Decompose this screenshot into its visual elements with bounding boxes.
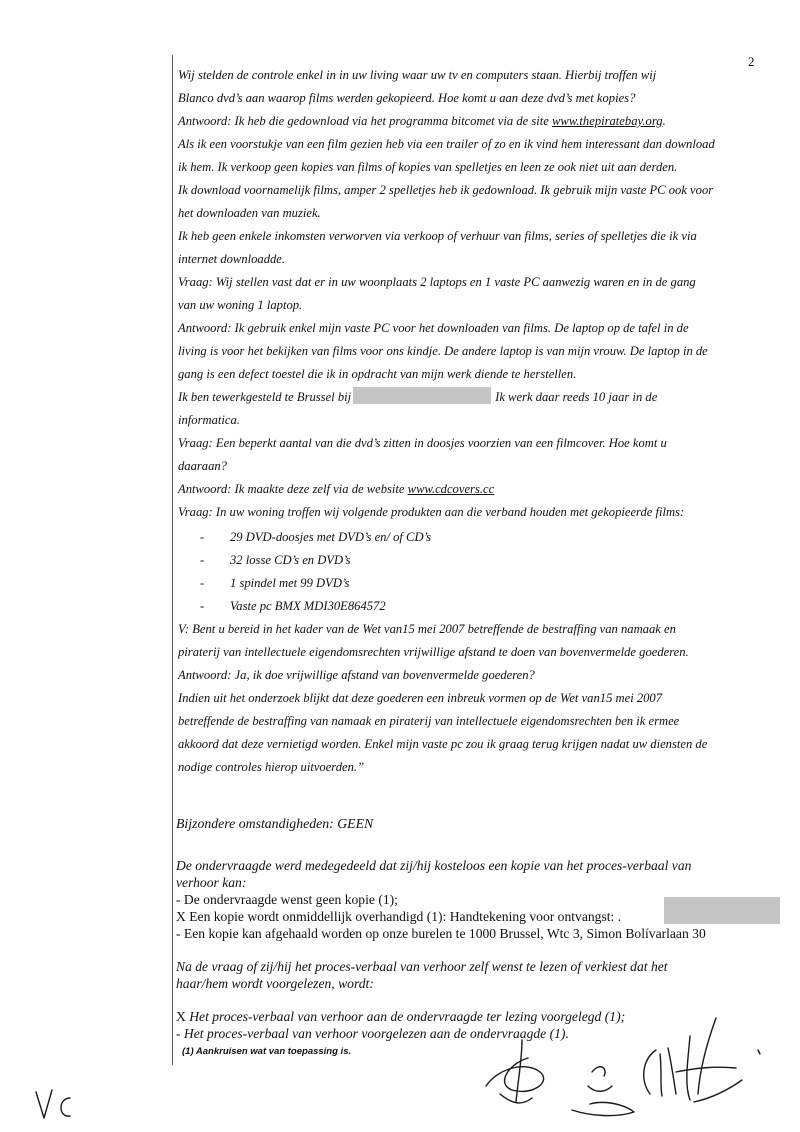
body-line: Vraag: Wij stellen vast dat er in uw woonplaats 2 laptops en 1 vaste PC aanwezig waren en in de gang: [178, 275, 696, 289]
body-line: Wij stelden de controle enkel in in uw living waar uw tv en computers staan. Hierbij troffen wij: [178, 68, 657, 82]
initials-signature: [36, 1090, 70, 1118]
body-line: V: Bent u bereid in het kader van de Wet van15 mei 2007 betreffende de bestraffing van namaak en: [178, 622, 676, 636]
checkbox-mark: X: [176, 1009, 186, 1024]
body-line: internet downloadde.: [178, 252, 286, 266]
list-item-text: 1 spindel met 99 DVD’s: [230, 576, 350, 590]
copy-option: - Een kopie kan afgehaald worden op onze burelen te 1000 Brussel, Wtc 3, Simon Bolívarlaan 30: [176, 926, 706, 941]
body-line: gang is een defect toestel die ik in opdracht van mijn werk diende te herstellen.: [178, 367, 577, 381]
body-line: Vraag: In uw woning troffen wij volgende produkten aan die verband houden met gekopieerde films:: [178, 505, 685, 519]
body-line: het downloaden van muziek.: [178, 206, 321, 220]
body-line: nodige controles hierop uitvoerden.”: [178, 760, 365, 774]
body-line-text: Ik ben tewerkgesteld te Brussel bij: [178, 390, 352, 404]
reading-option-text: Het proces-verbaal van verhoor aan de ondervraagde ter lezing voorgelegd (1);: [185, 1009, 626, 1024]
list-dash: -: [200, 599, 205, 613]
body-line: ik hem. Ik verkoop geen kopies van films of kopies van spelletjes en leen ze ook niet uit aan derden.: [178, 160, 678, 174]
body-line: akkoord dat deze vernietigd worden. Enkel mijn vaste pc zou ik graag terug krijgen nadat uw diensten de: [178, 737, 708, 751]
body-line: piraterij van intellectuele eigendomsrechten vrijwillige afstand te doen van bovenvermelde goederen.: [178, 645, 689, 659]
list-item-text: 29 DVD-doosjes met DVD’s en/ of CD’s: [230, 530, 432, 544]
body-line: Als ik een voorstukje van een film gezien heb via een trailer of zo en ik vind hem interessant dan download: [178, 137, 715, 151]
body-line-text: Antwoord: Ik maakte deze zelf via de website: [178, 482, 408, 496]
copy-intro-line: De ondervraagde werd medegedeeld dat zij/hij kosteloos een kopie van het proces-verbaal van: [176, 858, 692, 873]
body-line: Blanco dvd’s aan waarop films werden gekopieerd. Hoe komt u aan deze dvd’s met kopies?: [178, 91, 636, 105]
piratebay-link[interactable]: www.thepiratebay.org: [552, 114, 663, 128]
copy-option: - De ondervraagde wenst geen kopie (1);: [176, 892, 398, 907]
special-circumstances: Bijzondere omstandigheden: GEEN: [176, 816, 374, 831]
checkbox-mark: X: [176, 909, 186, 924]
body-line: betreffende de bestraffing van namaak en piraterij van intellectuele eigendomsrechten ben ik ermee: [178, 714, 680, 728]
reading-intro-line: haar/hem wordt voorgelezen, wordt:: [176, 976, 374, 991]
page-number: 2: [748, 54, 755, 69]
body-line: Indien uit het onderzoek blijkt dat deze goederen een inbreuk vormen op de Wet van15 mei 2007: [178, 691, 663, 705]
body-line: Ik download voornamelijk films, amper 2 spelletjes heb ik gedownload. Ik gebruik mijn vaste PC ook voor: [178, 183, 714, 197]
body-line: Ik heb geen enkele inkomsten verworven via verkoop of verhuur van films, series of spelletjes die ik via: [178, 229, 697, 243]
list-dash: -: [200, 530, 205, 544]
signature-stroke: [644, 1018, 742, 1102]
link-suffix: .: [662, 114, 666, 128]
body-line-text: Ik werk daar reeds 10 jaar in de: [495, 390, 658, 404]
body-line: Antwoord: Ja, ik doe vrijwillige afstand van bovenvermelde goederen?: [178, 668, 535, 682]
list-item-text: Vaste pc BMX MDI30E864572: [230, 599, 386, 613]
copy-option-text: Een kopie wordt onmiddellijk overhandigd (1): Handtekening voor ontvangst: .: [185, 909, 622, 924]
list-dash: -: [200, 576, 205, 590]
body-line: living is voor het bekijken van films voor ons kindje. De andere laptop is van mijn vrouw. De laptop in de: [178, 344, 708, 358]
reading-intro-line: Na de vraag of zij/hij het proces-verbaal van verhoor zelf wenst te lezen of verkiest dat het: [176, 959, 668, 974]
list-item-text: 32 losse CD’s en DVD’s: [230, 553, 351, 567]
copy-intro-line: verhoor kan:: [176, 875, 247, 890]
signature-stroke: [486, 1040, 544, 1103]
signature-stroke: [758, 1050, 760, 1054]
body-line-text: Antwoord: Ik heb die gedownload via het programma bitcomet via de site: [178, 114, 553, 128]
reading-option: - Het proces-verbaal van verhoor voorgelezen aan de ondervraagde (1).: [176, 1026, 569, 1041]
signature-stroke: [572, 1067, 634, 1116]
body-line: Vraag: Een beperkt aantal van die dvd’s zitten in doosjes voorzien van een filmcover. Hoe komt u: [178, 436, 667, 450]
body-line: Antwoord: Ik gebruik enkel mijn vaste PC voor het downloaden van films. De laptop op de tafel in de: [178, 321, 689, 335]
body-line: daaraan?: [178, 459, 227, 473]
body-line: van uw woning 1 laptop.: [178, 298, 303, 312]
list-dash: -: [200, 553, 205, 567]
body-line: informatica.: [178, 413, 240, 427]
cdcovers-link[interactable]: www.cdcovers.cc: [407, 482, 495, 496]
footnote: (1) Aankruisen wat van toepassing is.: [182, 1046, 352, 1057]
